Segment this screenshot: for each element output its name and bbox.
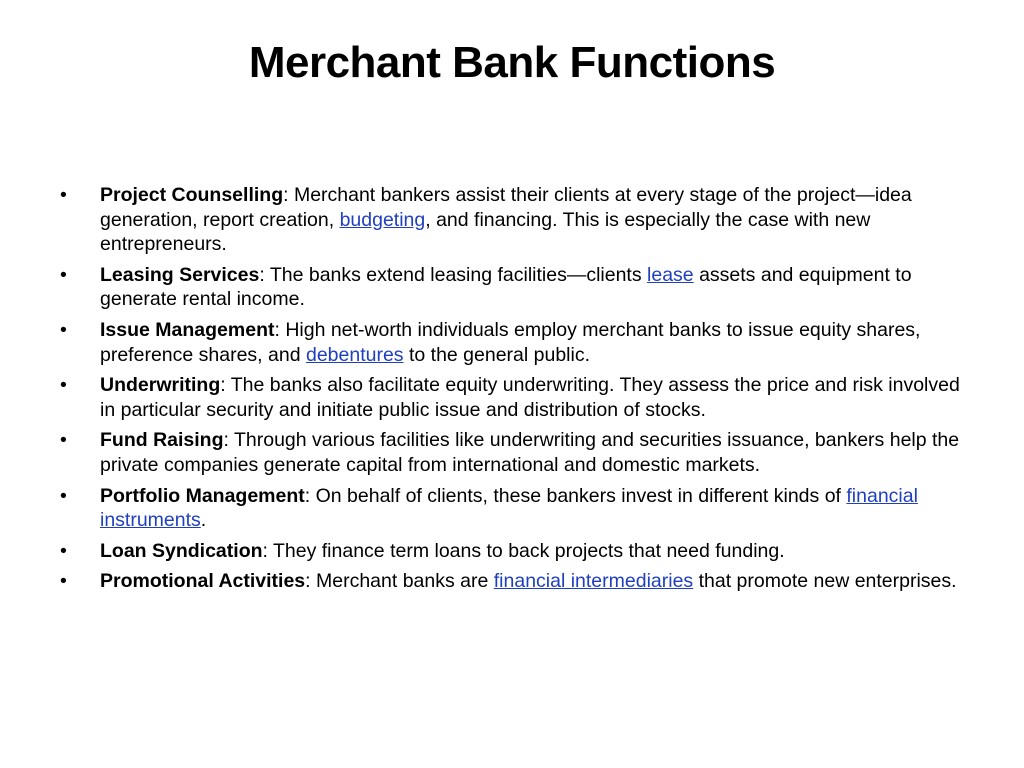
bullet-dot-icon: • — [60, 570, 67, 593]
bullet-list — [60, 183, 970, 600]
bullet-text: : Merchant banks are — [305, 570, 494, 593]
bullet-text: assets and equipment to generate rental income. — [100, 263, 912, 311]
bullet-text: . — [200, 509, 207, 532]
bullet-term: Underwriting — [100, 374, 221, 397]
bullet-term: Issue Management — [100, 318, 275, 341]
bullet-item-leasing-services — [60, 263, 970, 312]
bullet-text: : Through various facilities like underwriting and securities issuance, bankers help the private companies generate capital from international and domestic markets. — [100, 429, 960, 476]
bullet-text: : High net-worth individuals employ merchant banks to issue equity shares, preference shares, and — [100, 318, 921, 366]
bullet-item-fund-raising — [60, 428, 970, 477]
bullet-item-project-counselling — [60, 183, 970, 257]
bullet-term: Leasing Services — [100, 263, 260, 286]
bullet-item-loan-syndication — [60, 539, 970, 564]
slide-title: Merchant Bank Functions — [248, 38, 776, 87]
bullet-term: Portfolio Management — [100, 484, 305, 507]
bullet-dot-icon: • — [60, 263, 67, 286]
bullet-item-underwriting — [60, 373, 970, 422]
bullet-item-portfolio-management — [60, 484, 970, 533]
bullet-item-promotional-activities — [60, 569, 970, 594]
bullet-text: : The banks extend leasing facilities—clients — [259, 263, 648, 286]
bullet-dot-icon: • — [60, 484, 67, 507]
bullet-dot-icon: • — [60, 374, 67, 397]
bullet-text: : On behalf of clients, these bankers invest in different kinds of — [304, 484, 847, 507]
bullet-term: Project Counselling — [100, 184, 284, 206]
bullet-text: , and financing. This is especially the case with new entrepreneurs. — [100, 208, 871, 256]
financial-intermediaries-link[interactable]: financial intermediaries — [493, 570, 694, 593]
bullet-term: Fund Raising — [100, 429, 224, 452]
bullet-dot-icon: • — [60, 539, 67, 562]
bullet-text: : They finance term loans to back projects that need funding. — [262, 539, 785, 562]
bullet-text: : Merchant bankers assist their clients at every stage of the project—idea generation, report creation, — [100, 184, 912, 231]
bullet-text: : The banks also facilitate equity underwriting. They assess the price and risk involved in particular security and initiate public issue and distribution of stocks. — [100, 374, 960, 421]
bullet-term: Loan Syndication — [100, 539, 263, 562]
financial-instruments-link[interactable]: financial instruments — [100, 484, 918, 532]
bullet-dot-icon: • — [60, 429, 67, 452]
bullet-term: Promotional Activities — [100, 570, 306, 593]
bullet-dot-icon: • — [60, 184, 67, 206]
budgeting-link[interactable]: budgeting — [339, 208, 426, 231]
bullet-item-issue-management — [60, 318, 970, 367]
lease-link[interactable]: lease — [647, 263, 694, 286]
bullet-text: to the general public. — [403, 343, 591, 366]
bullet-text: that promote new enterprises. — [693, 570, 957, 593]
debentures-link[interactable]: debentures — [305, 343, 404, 366]
bullet-dot-icon: • — [60, 318, 67, 341]
